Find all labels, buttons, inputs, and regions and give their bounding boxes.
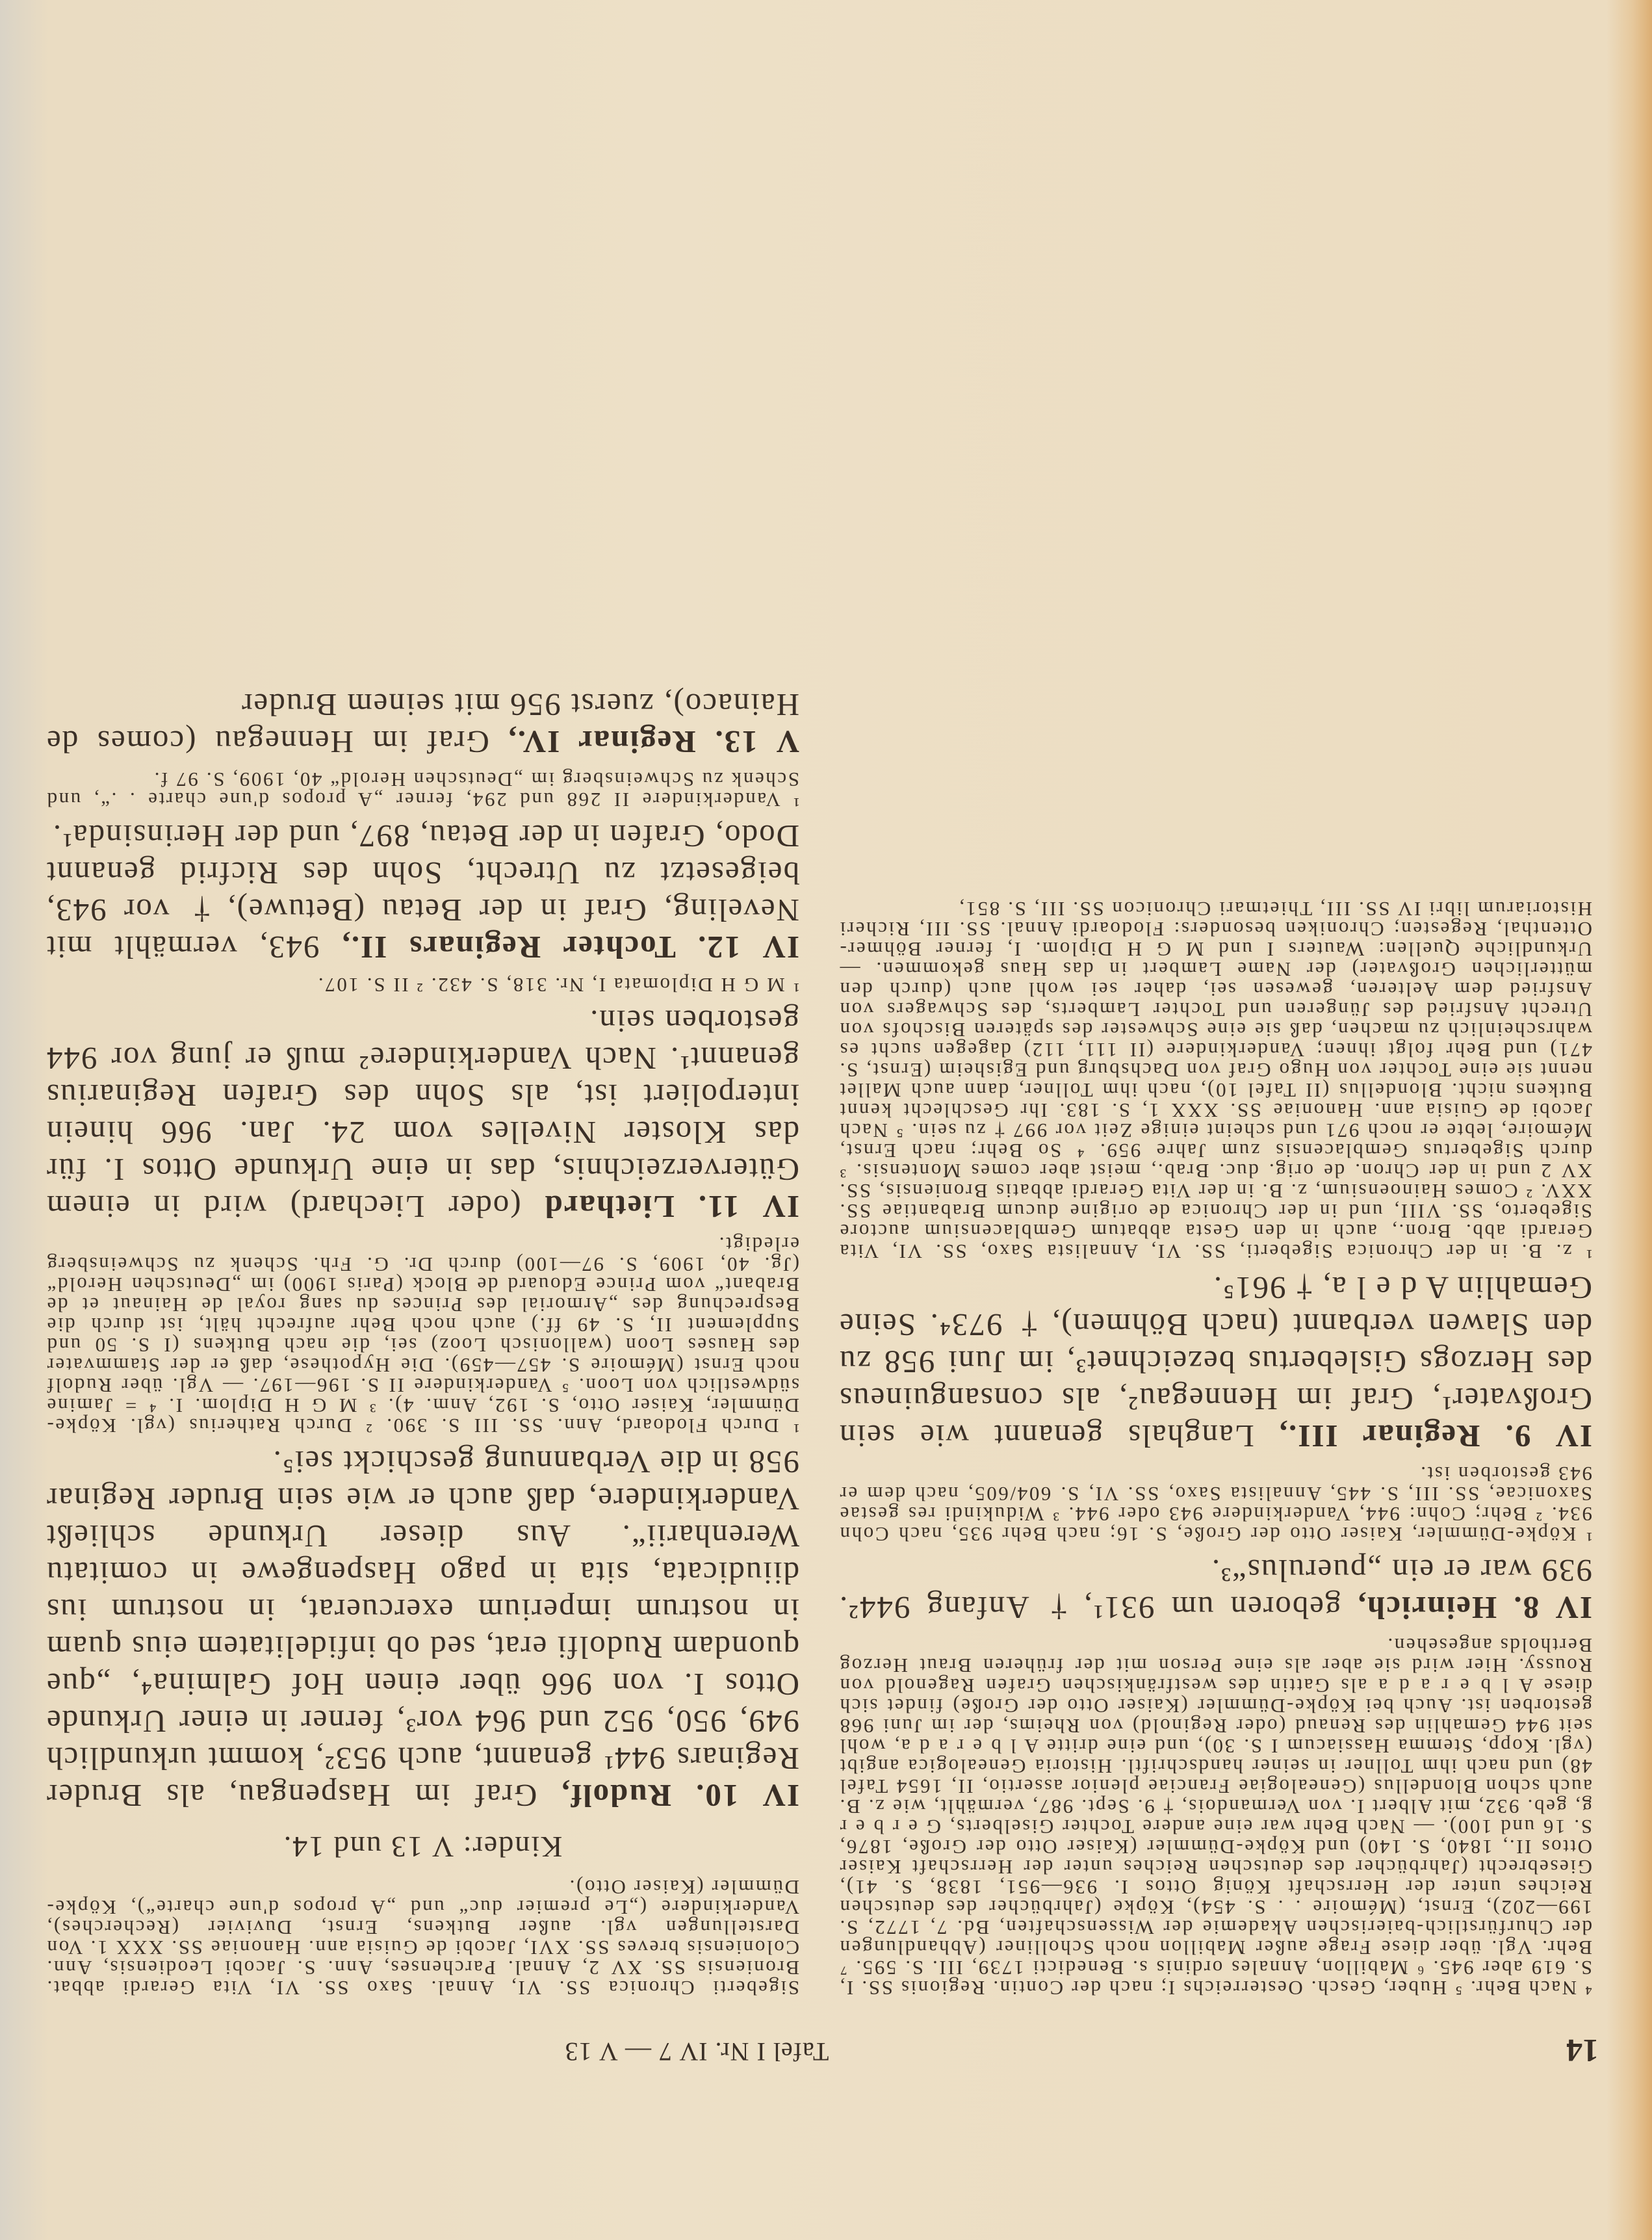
entry-text: 943, vermählt mit Neveling, Graf in der Betau (Betuwe), † vor 943, beigesetzt zu Utrecht, Sohn des Ricfrid genannt Dodo, Grafen in der Betau, 897, und der Herinsinda¹. <box>45 818 799 965</box>
footnotes-iv7: ⁴ Nach Behr. ⁵ Huber, Gesch. Oesterreichs I; nach der Contin. Regionis SS. I, S. 619 aber 945. ⁶ Mabillon, Annales ordinis s. Benedicti 1739, III. S. 595. ⁷ Behr. Vgl. über diese Frage außer Mabillon noch Scholliner (Abhandlungen der Churfürstlich-baierischen Akademie der Wissenschaften, Bd. 7, 1772, S. 199—202), Ernst, (Mémoire . . S. 454), Köpke (Jahrbücher des deutschen Reiches unter der Herrschaft König Ottos I. 936—951, 1838, S. 41), Giesebrecht (Jahrbücher des deutschen Reiches unter der Herrschaft Kaiser Ottos II., 1840, S. 140) und Köpke-Dümmler (Kaiser Otto der Große, 1876, S. 16 und 100). — Nach Behr war eine andere Tochter Giselberts, G e r b e r g, geb. 932, mit Albert I. von Vermandois, † 9. Sept. 987, vermählt, wie z. B. auch schon Blondellus (Genealogiae Franciae plenior assertio, II, 1654 Tafel 48) und nach ihm Tollner in seiner handschriftl. Historia Genealogica angibt (vgl. Kopp, Stemma Hassiacum I S. 30), und eine dritte A l b e r a d a, wohl seit 944 Gemahlin des Renaud (oder Reginold) von Rheims, der im Juni 968 gestorben ist. Auch bei Köpke-Dümmler (Kaiser Otto der Große) findet sich diese A l b e r a d a als Gattin des westfränkischen Grafen Ragenold von Roussy. Hier wird sie aber als eine Person mit der früheren Braut Herzog Bertholds angesehen. <box>838 1634 1592 1999</box>
footnotes-iv9-continued: Sigeberti Chronica SS. VI, Annal. Saxo SS. VI, Vita Gerardi abbat. Broniensis SS. XV 2, Annal. Parchenses, Ann. S. Jacobi Leodiensis, Ann. Coloniensis breves SS. XVI, Jacobi de Guisia ann. Hanoniae SS. XXX 1. Von Darstellungen vgl. außer Butkens, Ernst, Duvivier (Recherches), Vanderkindere („Le premier duc“ und „A propos d'une charte“), Köpke-Dümmler (Kaiser Otto). <box>45 1876 799 1999</box>
entry-iv11 <box>45 1003 799 1225</box>
entry-iv12 <box>45 818 799 966</box>
entry-text: (oder Liechard) wird in einem Güterverzeichnis, das in eine Urkunde Ottos I. für das Kloster Nivelles vom 24. Jan. 966 hinein interpoliert ist, als Sohn des Grafen Reginarius genannt¹. Nach Vanderkindere² muß er jung vor 944 gestorben sein. <box>45 1004 799 1225</box>
entry-heading: IV 10. Rudolf, <box>560 1778 799 1814</box>
footnotes-iv10: ¹ Durch Flodoard, Ann. SS. III S. 390. ² Durch Ratherius (vgl. Köpke-Dümmler, Kaiser Otto, S. 192, Anm. 4). ³ M G H Diplom. I. ⁴ = Jamine südwestlich von Loon. ⁵ Vanderkindere II S. 196—197. — Vgl. über Rudolf noch Ernst (Mémoire S. 457—459). Die Hypothese, daß er der Stammvater des Hauses Loon (wallonisch Looz) sei, die nach Butkens (I S. 50 und Supplement II, S. 49 ff.) auch noch Behr aufrecht hält, ist durch die Besprechung des „Armorial des Princes du sang royal de Hainaut et de Brabant“ vom Prince Edouard de Block (Paris 1900) im „Deutschen Herold“ (Jg. 40, 1909, S. 97—100) durch Dr. G. Frh. Schenk zu Schweinsberg erledigt. <box>45 1233 799 1437</box>
entry-iv9 <box>838 1270 1592 1455</box>
entry-heading: IV 8. Heinrich, <box>1356 1590 1592 1626</box>
entry-text: Langhals genannt wie sein Großvater¹, Graf im Hennegau², als consanguineus des Herzogs Gislebertus bezeichnet³, im Juni 958 zu den Slawen verbannt (nach Böhmen), † 973⁴. Seine Gemahlin A d e l a, † 961⁵. <box>838 1270 1592 1454</box>
footnotes-iv11: ¹ M G H Diplomata I, Nr. 318, S. 432. ² II S. 107. <box>316 974 799 996</box>
running-header: Tafel I Nr. IV 7 — V 13 <box>564 2037 829 2066</box>
page-number: 14 <box>1566 2033 1599 2069</box>
footnotes-iv9: ¹ z. B. in der Chronica Sigeberti, SS. VI, Annalista Saxo, SS. VI, Vita Gerardi abb. Bron., auch in den Gesta abbatum Gemblacensium auctore Sigeberto, SS. VIII, und in der Chronica de origine ducum Brabantiae SS. XXV. ² Comes Hainoensium, z. B. in der Vita Gerardi abbatis Broniensis, SS. XV 2 und in der Chron. de orig. duc. Brab., meist aber comes Montensis. ³ durch Sigebertus Gemblacensis zum Jahre 959. ⁴ So Behr; nach Ernst, Mémoire, lebte er noch 971 und scheint einige Zeit vor 997 † zu sein. ⁵ Nach Jacobi de Guisia ann. Hanoniae SS. XXX 1, S. 183. Ihr Geschlecht kennt Butkens nicht. Blondellus (II Tafel 10), nach ihm Tollner, dann auch Mallet nennt sie eine Tochter von Hugo Graf von Dachsburg und Egisheim (Ernst, S. 471) und Behr folgt ihnen; Vanderkindere (II 111, 112) dagegen sucht es wahrscheinlich zu machen, daß sie eine Schwester des späteren Bischofs von Utrecht Ansfried des Jüngeren und Tochter Lamberts, des Schwagers von Ansfried dem Aelteren, gewesen sei, daher sei wohl auch (durch den mütterlichen Großvater) der Name Lambert in das Haus gekommen. — Urkundliche Quellen: Wauters I und M G H Diplom. I, ferner Böhmer-Ottenthal, Regesten; Chroniken besonders: Flodoardi Annal. SS. III, Richeri Historiarum libri IV SS. III, Thietmari Chronicon SS. III, S. 851, <box>838 898 1592 1263</box>
footnotes-iv8: ¹ Köpke-Dümmler, Kaiser Otto der Große, S. 16; nach Behr 935, nach Cohn 934. ² Behr; Cohn: 944, Vanderkindere 943 oder 944. ³ Widukindi res gestae Saxonicae, SS. III, S. 445, Annalista Saxo, SS. VI, S. 604/605, nach dem er 943 gestorben ist. <box>838 1463 1592 1546</box>
entry-text: Graf im Hennegau (comes de Hainaco), zuerst 956 mit seinem Bruder <box>45 687 799 760</box>
entry-iv8 <box>838 1552 1592 1626</box>
entry-heading: V 13. Reginar IV., <box>507 724 799 760</box>
entry-v13 <box>45 686 799 761</box>
entry-heading: IV 11. Liethard <box>543 1189 799 1225</box>
entry-heading: IV 9. Reginar III., <box>1278 1418 1592 1454</box>
entry-heading: IV 12. Tochter Reginars II., <box>341 930 799 965</box>
entry-iv10 <box>45 1444 799 1814</box>
entry-text: geboren um 931¹, † Anfang 944². 939 war er ein „puerulus“³. <box>838 1553 1592 1626</box>
children-line: Kinder: V 13 und 14. <box>282 1830 563 1864</box>
entry-text: Graf im Haspengau, als Bruder Reginars 944¹ genannt, auch 953², kommt urkundlich 949, 950, 952 und 964 vor³, ferner in einer Urkunde Ottos I. von 966 über einen Hof Galmina⁴, „que quondam Rudolfi erat, sed ob infidelitatem eius quam in nostrum imperium exercuerat, in nostrum ius diiudicata, sita in pago Haspengewe in comitatu Werenharii“. Aus dieser Urkunde schließt Vanderkindere, daß auch er wie sein Bruder Reginar 958 in die Verbannung geschickt sei⁵. <box>45 1444 799 1814</box>
right-column <box>45 679 799 1998</box>
footnotes-iv12: ¹ Vanderkindere II 268 und 294, ferner „A propos d'une charte . .“, und Schenk zu Schweinsberg im „Deutschen Herold“ 40, 1909, S. 97 f. <box>45 768 799 811</box>
left-column <box>838 890 1592 1998</box>
